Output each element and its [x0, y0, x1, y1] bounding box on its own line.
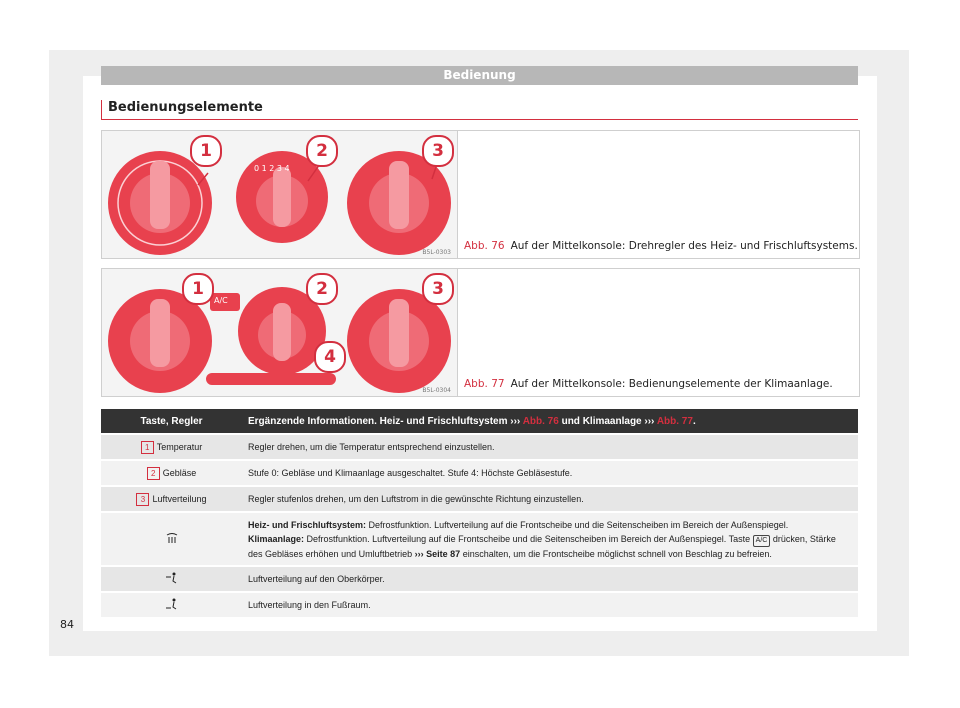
recirculation-slider [206, 373, 336, 385]
table-row [101, 487, 858, 511]
column-header-info: Ergänzende Informationen. Heiz- und Frischluftsystem ››› Abb. 76 und Klimaanlage ››› Abb. 77. [242, 409, 858, 433]
table-row [101, 593, 858, 617]
control-cell: 2 Gebläse [101, 461, 242, 485]
info-cell: Luftverteilung auf den Oberkörper. [242, 567, 858, 591]
info-cell: Stufe 0: Gebläse und Klimaanlage ausgeschaltet. Stufe 4: Höchste Gebläsestufe. [242, 461, 858, 485]
callout-3: 3 [422, 273, 454, 305]
footwell-airflow-icon [165, 598, 179, 610]
controls-table [101, 407, 858, 619]
info-cell: Regler stufenlos drehen, um den Luftstrom in die gewünschte Richtung einzustellen. [242, 487, 858, 511]
control-cell [101, 513, 242, 565]
figure-77-caption [464, 378, 833, 390]
control-cell: 1 Temperatur [101, 435, 242, 459]
column-header-controls: Taste, Regler [101, 409, 242, 433]
title-marker [101, 100, 102, 120]
image-code: B5L-0304 [422, 387, 451, 394]
figure-77 [101, 268, 860, 397]
control-cell [101, 593, 242, 617]
page-number: 84 [60, 618, 74, 631]
info-cell: Regler drehen, um die Temperatur entsprechend einzustellen. [242, 435, 858, 459]
figure-ref-77[interactable]: Abb. 77 [656, 415, 693, 427]
caption-text: Auf der Mittelkonsole: Bedienungselemente der Klimaanlage. [510, 378, 833, 390]
defrost-icon [165, 532, 179, 544]
ac-key: A/C [753, 535, 771, 547]
figure-76 [101, 130, 860, 259]
figure-76-image [102, 131, 458, 258]
callout-1: 1 [190, 135, 222, 167]
chapter-header: Bedienung [101, 66, 858, 85]
page-link[interactable]: Seite 87 [426, 548, 461, 559]
caption-text: Auf der Mittelkonsole: Drehregler des Heiz- und Frischluftsystems. [510, 240, 858, 252]
callout-1: 1 [182, 273, 214, 305]
callout-4: 4 [314, 341, 346, 373]
image-code: B5L-0303 [422, 249, 451, 256]
climate-controls-illustration [102, 269, 457, 396]
table-row [101, 567, 858, 591]
info-cell: Heiz- und Frischluftsystem: Defrostfunktion. Luftverteilung auf die Frontscheibe und die Seitenscheiben im Bereich der Außenspiegel. Klimaanlage: Defrostfunktion. Luftverteilung auf die Frontscheibe und die Seitenscheiben im Bereich der Außenspiegel. Taste A/C drücken, Stärke des Gebläses erhöhen und Umluftbetrieb ››› Seite 87 einschalten, um die Frontscheibe möglichst schnell von Beschlag zu befreien. [242, 513, 858, 565]
callout-2: 2 [306, 135, 338, 167]
control-cell: 3 Luftverteilung [101, 487, 242, 511]
table-row [101, 435, 858, 459]
heater-controls-illustration [102, 131, 457, 258]
figure-label: Abb. 77 [464, 378, 505, 390]
table-header-row [101, 409, 858, 433]
table-row [101, 461, 858, 485]
upper-body-airflow-icon [165, 572, 179, 584]
figure-ref-76[interactable]: Abb. 76 [522, 415, 559, 427]
info-cell: Luftverteilung in den Fußraum. [242, 593, 858, 617]
table-row [101, 513, 858, 565]
title-rule [101, 119, 858, 120]
callout-3: 3 [422, 135, 454, 167]
figure-label: Abb. 76 [464, 240, 505, 252]
callout-2: 2 [306, 273, 338, 305]
section-title: Bedienungselemente [108, 100, 263, 115]
ac-button-label: A/C [214, 296, 228, 305]
figure-76-caption [464, 240, 858, 252]
svg-text:0 1 2 3 4: 0 1 2 3 4 [254, 164, 290, 173]
control-cell [101, 567, 242, 591]
figure-77-image [102, 269, 458, 396]
